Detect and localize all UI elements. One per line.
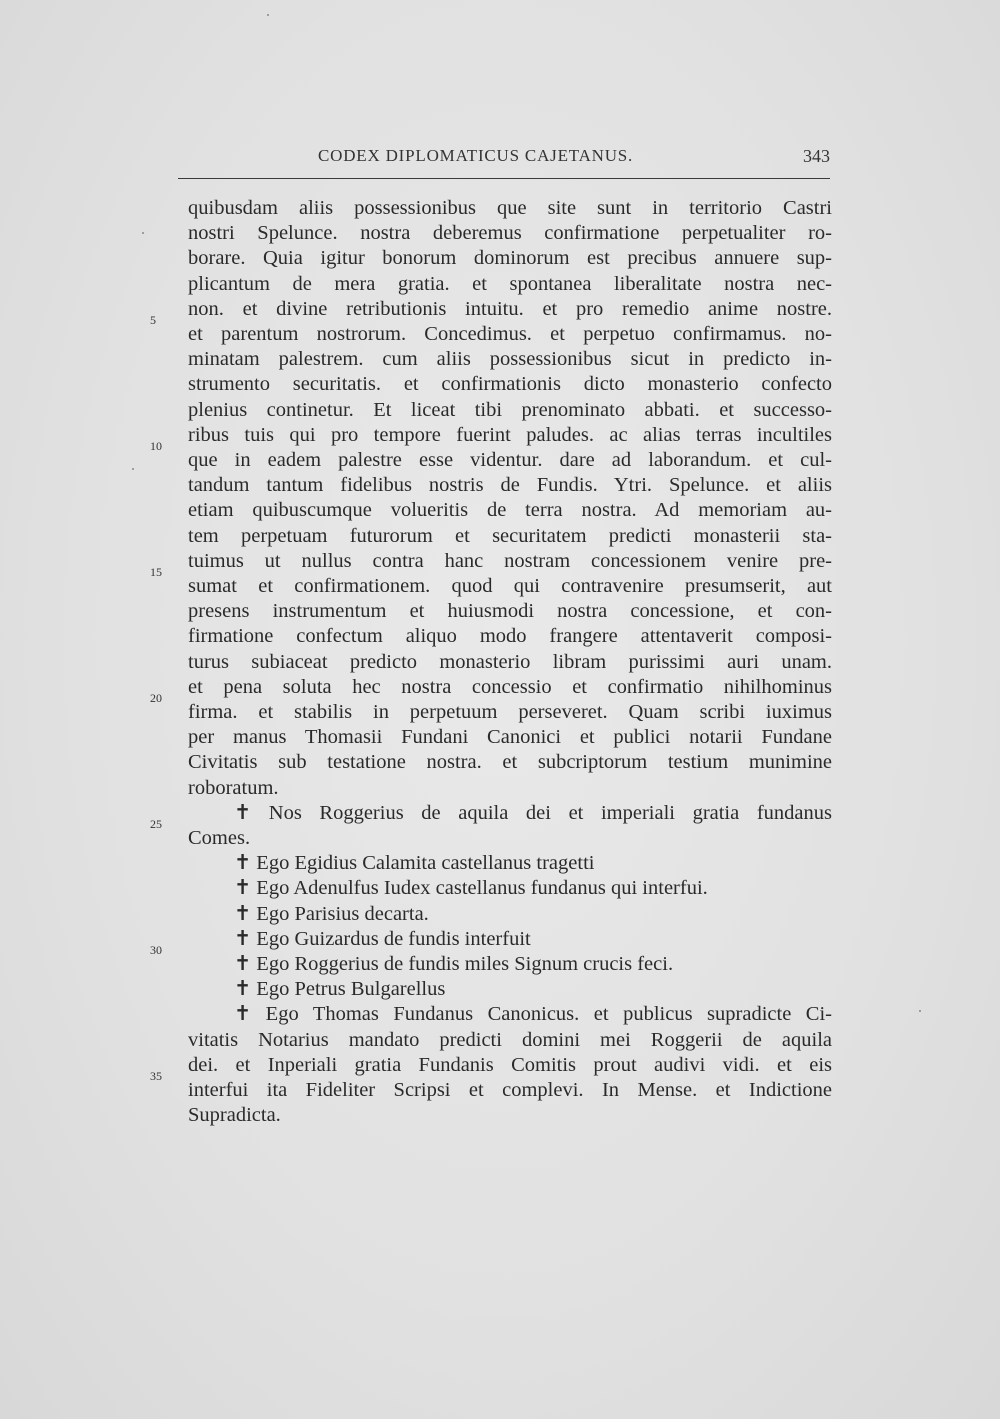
line-number: 10 [150,439,162,453]
signature-line: ✝ Nos Roggerius de aquila dei et imperiali gratia fundanus [234,801,832,824]
paper-speck [132,468,134,470]
text-line: que in eadem palestre esse videntur. dare ad laborandum. et cul- [188,449,832,471]
signature-line: ✝ Ego Adenulfus Iudex castellanus fundanus qui interfui. [234,877,708,900]
line-number: 35 [150,1069,162,1083]
line-number: 15 [150,565,162,579]
text-line: Civitatis sub testatione nostra. et subcriptorum testium munimine [188,751,832,774]
text-line: et parentum nostrorum. Concedimus. et perpetuo confirmamus. no- [188,323,832,345]
paper-speck [919,1010,921,1012]
header-rule [178,178,830,179]
signature-line: ✝ Ego Petrus Bulgarellus [234,978,446,1001]
text-line: plicantum de mera gratia. et spontanea liberalitate nostra nec- [188,272,832,295]
text-line: per manus Thomasii Fundani Canonici et publici notarii Fundane [188,726,832,749]
line-number: 25 [150,817,162,831]
running-header [178,146,830,176]
text-line: quibusdam aliis possessionibus que site sunt in territorio Castri [188,197,832,219]
text-line: firma. et stabilis in perpetuum perseveret. Quam scribi iuximus [188,701,832,723]
text-line: minatam palestrem. cum aliis possessionibus sicut in predicto in- [188,348,832,371]
text-line: presens instrumentum et huiusmodi nostra concessione, et con- [188,600,832,623]
text-line: Supradicta. [188,1104,281,1127]
text-line: borare. Quia igitur bonorum dominorum est precibus annuere sup- [188,247,832,270]
signature-line: ✝ Ego Guizardus de fundis interfuit [234,927,531,950]
text-line: tuimus ut nullus contra hanc nostram concessionem venire pre- [188,549,832,572]
running-title: CODEX DIPLOMATICUS CAJETANUS. [318,146,634,165]
text-line: etiam quibuscumque volueritis de terra nostra. Ad memoriam au- [188,499,832,522]
text-line: interfui ita Fideliter Scripsi et complevi. In Mense. et Indictione [188,1079,832,1101]
signature-line: ✝ Ego Roggerius de fundis miles Signum crucis feci. [234,953,674,975]
text-line: Comes. [188,827,251,849]
text-line: firmatione confectum aliquo modo frangere attentaverit composi- [188,625,832,648]
text-line: strumento securitatis. et confirmationis dicto monasterio confecto [188,373,832,396]
text-line: vitatis Notarius mandato predicti domini mei Roggerii de aquila [188,1028,832,1051]
signature-line: ✝ Ego Parisius decarta. [234,902,429,925]
line-number: 30 [150,943,162,957]
text-line: turus subiaceat predicto monasterio libram purissimi auri unam. [188,650,832,673]
text-line: non. et divine retributionis intuitu. et pro remedio anime nostre. [188,297,832,320]
line-number: 20 [150,691,162,705]
text-line: plenius continetur. Et liceat tibi prenominato abbati. et successo- [188,398,832,421]
signature-line: ✝ Ego Egidius Calamita castellanus tragetti [234,852,595,875]
text-line: ribus tuis qui pro tempore fuerint paludes. ac alias terras incultiles [188,423,832,446]
paper-speck [142,232,144,234]
text-line: sumat et confirmationem. quod qui contravenire presumserit, aut [188,575,832,597]
text-line: tandum tantum fidelibus nostris de Fundis. Ytri. Spelunce. et aliis [188,474,832,497]
text-line: roboratum. [188,776,279,799]
line-number: 5 [150,313,156,327]
text-line: et pena soluta hec nostra concessio et confirmatio nihilhominus [188,675,832,698]
paper-speck [267,14,269,16]
text-line: nostri Spelunce. nostra deberemus confirmatione perpetualiter ro- [188,222,832,245]
signature-line: ✝ Ego Thomas Fundanus Canonicus. et publicus supradicte Ci- [234,1003,832,1026]
page-number: 343 [803,146,830,166]
text-line: dei. et Inperiali gratia Fundanis Comitis prout audivi vidi. et eis [188,1053,832,1076]
text-line: tem perpetuam futurorum et securitatem predicti monasterii sta- [188,524,832,547]
